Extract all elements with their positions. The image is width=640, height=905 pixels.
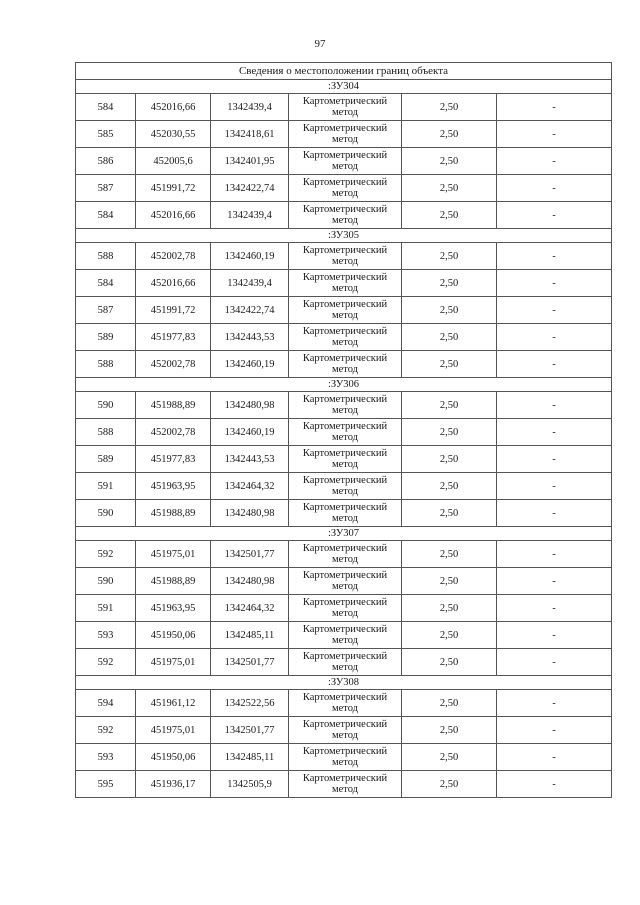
table-row <box>76 500 612 527</box>
method-cell <box>289 595 402 622</box>
point-number-cell: 585 <box>76 121 136 148</box>
y-coordinate-cell: 1342480,98 <box>211 568 289 595</box>
method-cell <box>289 121 402 148</box>
method-line2: метод <box>331 432 359 443</box>
method-line1: Картометрический <box>302 272 388 283</box>
method-line1: Картометрический <box>302 475 388 486</box>
y-coordinate-cell: 1342460,19 <box>211 351 289 378</box>
section-header-row <box>76 527 612 541</box>
method-line1: Картометрический <box>302 773 388 784</box>
table-row <box>76 243 612 270</box>
y-coordinate-cell: 1342480,98 <box>211 392 289 419</box>
y-coordinate-cell: 1342418,61 <box>211 121 289 148</box>
accuracy-cell: 2,50 <box>402 392 497 419</box>
table-row <box>76 622 612 649</box>
table-title: Сведения о местоположении границ объекта <box>76 63 612 80</box>
method-cell <box>289 94 402 121</box>
accuracy-cell: 2,50 <box>402 148 497 175</box>
accuracy-cell: 2,50 <box>402 270 497 297</box>
accuracy-cell: 2,50 <box>402 351 497 378</box>
table-row <box>76 595 612 622</box>
method-line2: метод <box>331 608 359 619</box>
description-cell: - <box>497 419 612 446</box>
point-number-cell: 588 <box>76 351 136 378</box>
accuracy-cell: 2,50 <box>402 94 497 121</box>
table-row <box>76 175 612 202</box>
table-row <box>76 121 612 148</box>
method-line1: Картометрический <box>302 421 388 432</box>
table-row <box>76 717 612 744</box>
x-coordinate-cell: 451936,17 <box>136 771 211 798</box>
method-line1: Картометрический <box>302 177 388 188</box>
y-coordinate-cell: 1342422,74 <box>211 175 289 202</box>
y-coordinate-cell: 1342501,77 <box>211 649 289 676</box>
point-number-cell: 595 <box>76 771 136 798</box>
y-coordinate-cell: 1342460,19 <box>211 419 289 446</box>
description-cell: - <box>497 500 612 527</box>
method-cell <box>289 649 402 676</box>
x-coordinate-cell: 451991,72 <box>136 297 211 324</box>
point-number-cell: 590 <box>76 568 136 595</box>
boundary-coordinates-table <box>75 62 612 798</box>
x-coordinate-cell: 452002,78 <box>136 351 211 378</box>
method-cell <box>289 175 402 202</box>
table-row <box>76 744 612 771</box>
description-cell: - <box>497 94 612 121</box>
description-cell: - <box>497 202 612 229</box>
y-coordinate-cell: 1342485,11 <box>211 744 289 771</box>
y-coordinate-cell: 1342464,32 <box>211 595 289 622</box>
y-coordinate-cell: 1342443,53 <box>211 324 289 351</box>
description-cell: - <box>497 649 612 676</box>
method-line1: Картометрический <box>302 651 388 662</box>
method-line2: метод <box>331 364 359 375</box>
y-coordinate-cell: 1342422,74 <box>211 297 289 324</box>
accuracy-cell: 2,50 <box>402 473 497 500</box>
table-row <box>76 324 612 351</box>
description-cell: - <box>497 270 612 297</box>
x-coordinate-cell: 451950,06 <box>136 744 211 771</box>
y-coordinate-cell: 1342439,4 <box>211 270 289 297</box>
table-row <box>76 446 612 473</box>
description-cell: - <box>497 595 612 622</box>
accuracy-cell: 2,50 <box>402 202 497 229</box>
accuracy-cell: 2,50 <box>402 419 497 446</box>
method-cell <box>289 297 402 324</box>
method-cell <box>289 717 402 744</box>
method-line2: метод <box>331 703 359 714</box>
description-cell: - <box>497 121 612 148</box>
table-row <box>76 568 612 595</box>
method-cell <box>289 771 402 798</box>
x-coordinate-cell: 452002,78 <box>136 243 211 270</box>
section-label: :ЗУ305 <box>76 229 612 243</box>
x-coordinate-cell: 451975,01 <box>136 717 211 744</box>
section-header-row <box>76 378 612 392</box>
description-cell: - <box>497 351 612 378</box>
point-number-cell: 586 <box>76 148 136 175</box>
method-line1: Картометрический <box>302 326 388 337</box>
method-cell <box>289 148 402 175</box>
method-line2: метод <box>331 459 359 470</box>
page-number: 97 <box>314 38 326 50</box>
method-cell <box>289 446 402 473</box>
method-line2: метод <box>331 188 359 199</box>
description-cell: - <box>497 148 612 175</box>
method-line2: метод <box>331 107 359 118</box>
y-coordinate-cell: 1342439,4 <box>211 94 289 121</box>
method-line2: метод <box>331 405 359 416</box>
method-line1: Картометрический <box>302 204 388 215</box>
method-line2: метод <box>331 635 359 646</box>
method-line1: Картометрический <box>302 543 388 554</box>
method-line1: Картометрический <box>302 245 388 256</box>
description-cell: - <box>497 690 612 717</box>
method-line2: метод <box>331 486 359 497</box>
method-line1: Картометрический <box>302 502 388 513</box>
method-line2: метод <box>331 310 359 321</box>
table-row <box>76 297 612 324</box>
y-coordinate-cell: 1342501,77 <box>211 541 289 568</box>
x-coordinate-cell: 452030,55 <box>136 121 211 148</box>
table-row <box>76 351 612 378</box>
accuracy-cell: 2,50 <box>402 595 497 622</box>
method-line2: метод <box>331 662 359 673</box>
point-number-cell: 591 <box>76 595 136 622</box>
table-row <box>76 690 612 717</box>
accuracy-cell: 2,50 <box>402 121 497 148</box>
method-line1: Картометрический <box>302 624 388 635</box>
point-number-cell: 594 <box>76 690 136 717</box>
table-row <box>76 148 612 175</box>
description-cell: - <box>497 324 612 351</box>
point-number-cell: 592 <box>76 649 136 676</box>
y-coordinate-cell: 1342501,77 <box>211 717 289 744</box>
x-coordinate-cell: 451975,01 <box>136 649 211 676</box>
y-coordinate-cell: 1342522,56 <box>211 690 289 717</box>
y-coordinate-cell: 1342464,32 <box>211 473 289 500</box>
method-line1: Картометрический <box>302 353 388 364</box>
table-row <box>76 202 612 229</box>
x-coordinate-cell: 451963,95 <box>136 473 211 500</box>
table-row <box>76 270 612 297</box>
method-line1: Картометрический <box>302 746 388 757</box>
method-line2: метод <box>331 757 359 768</box>
point-number-cell: 589 <box>76 446 136 473</box>
method-cell <box>289 202 402 229</box>
accuracy-cell: 2,50 <box>402 500 497 527</box>
y-coordinate-cell: 1342443,53 <box>211 446 289 473</box>
method-line1: Картометрический <box>302 570 388 581</box>
method-line1: Картометрический <box>302 299 388 310</box>
method-cell <box>289 500 402 527</box>
point-number-cell: 591 <box>76 473 136 500</box>
x-coordinate-cell: 451988,89 <box>136 392 211 419</box>
method-line2: метод <box>331 337 359 348</box>
accuracy-cell: 2,50 <box>402 297 497 324</box>
table-row <box>76 541 612 568</box>
method-cell <box>289 324 402 351</box>
x-coordinate-cell: 452016,66 <box>136 202 211 229</box>
description-cell: - <box>497 392 612 419</box>
method-line1: Картометрический <box>302 692 388 703</box>
description-cell: - <box>497 541 612 568</box>
point-number-cell: 587 <box>76 175 136 202</box>
accuracy-cell: 2,50 <box>402 446 497 473</box>
accuracy-cell: 2,50 <box>402 690 497 717</box>
method-line2: метод <box>331 784 359 795</box>
method-line1: Картометрический <box>302 150 388 161</box>
method-line2: метод <box>331 513 359 524</box>
x-coordinate-cell: 451988,89 <box>136 500 211 527</box>
x-coordinate-cell: 451961,12 <box>136 690 211 717</box>
method-cell <box>289 622 402 649</box>
point-number-cell: 584 <box>76 202 136 229</box>
y-coordinate-cell: 1342505,9 <box>211 771 289 798</box>
method-line1: Картометрический <box>302 394 388 405</box>
method-line2: метод <box>331 134 359 145</box>
method-line2: метод <box>331 256 359 267</box>
method-line1: Картометрический <box>302 96 388 107</box>
description-cell: - <box>497 622 612 649</box>
x-coordinate-cell: 452005,6 <box>136 148 211 175</box>
method-cell <box>289 568 402 595</box>
point-number-cell: 588 <box>76 419 136 446</box>
description-cell: - <box>497 473 612 500</box>
method-line1: Картометрический <box>302 448 388 459</box>
y-coordinate-cell: 1342485,11 <box>211 622 289 649</box>
point-number-cell: 592 <box>76 717 136 744</box>
method-cell <box>289 392 402 419</box>
point-number-cell: 592 <box>76 541 136 568</box>
accuracy-cell: 2,50 <box>402 175 497 202</box>
method-cell <box>289 473 402 500</box>
table-row <box>76 94 612 121</box>
x-coordinate-cell: 451977,83 <box>136 446 211 473</box>
x-coordinate-cell: 451963,95 <box>136 595 211 622</box>
section-header-row <box>76 80 612 94</box>
table-row <box>76 392 612 419</box>
section-label: :ЗУ308 <box>76 676 612 690</box>
section-header-row <box>76 229 612 243</box>
section-label: :ЗУ304 <box>76 80 612 94</box>
accuracy-cell: 2,50 <box>402 744 497 771</box>
description-cell: - <box>497 446 612 473</box>
method-line2: метод <box>331 283 359 294</box>
method-cell <box>289 351 402 378</box>
table-row <box>76 419 612 446</box>
method-line1: Картометрический <box>302 597 388 608</box>
x-coordinate-cell: 452016,66 <box>136 94 211 121</box>
description-cell: - <box>497 771 612 798</box>
description-cell: - <box>497 744 612 771</box>
method-cell <box>289 541 402 568</box>
method-line2: метод <box>331 554 359 565</box>
description-cell: - <box>497 297 612 324</box>
description-cell: - <box>497 243 612 270</box>
point-number-cell: 593 <box>76 744 136 771</box>
table-title-row <box>76 63 612 80</box>
accuracy-cell: 2,50 <box>402 717 497 744</box>
x-coordinate-cell: 451991,72 <box>136 175 211 202</box>
point-number-cell: 589 <box>76 324 136 351</box>
y-coordinate-cell: 1342480,98 <box>211 500 289 527</box>
method-line2: метод <box>331 730 359 741</box>
method-line2: метод <box>331 161 359 172</box>
point-number-cell: 590 <box>76 392 136 419</box>
method-cell <box>289 270 402 297</box>
table-row <box>76 473 612 500</box>
section-header-row <box>76 676 612 690</box>
point-number-cell: 593 <box>76 622 136 649</box>
accuracy-cell: 2,50 <box>402 568 497 595</box>
section-label: :ЗУ307 <box>76 527 612 541</box>
section-label: :ЗУ306 <box>76 378 612 392</box>
method-cell <box>289 690 402 717</box>
method-cell <box>289 419 402 446</box>
point-number-cell: 588 <box>76 243 136 270</box>
x-coordinate-cell: 451950,06 <box>136 622 211 649</box>
method-line2: метод <box>331 581 359 592</box>
description-cell: - <box>497 568 612 595</box>
method-line1: Картометрический <box>302 123 388 134</box>
y-coordinate-cell: 1342460,19 <box>211 243 289 270</box>
accuracy-cell: 2,50 <box>402 324 497 351</box>
point-number-cell: 584 <box>76 94 136 121</box>
method-cell <box>289 243 402 270</box>
description-cell: - <box>497 175 612 202</box>
x-coordinate-cell: 452016,66 <box>136 270 211 297</box>
accuracy-cell: 2,50 <box>402 622 497 649</box>
table-row <box>76 771 612 798</box>
accuracy-cell: 2,50 <box>402 771 497 798</box>
x-coordinate-cell: 451975,01 <box>136 541 211 568</box>
x-coordinate-cell: 452002,78 <box>136 419 211 446</box>
method-cell <box>289 744 402 771</box>
x-coordinate-cell: 451988,89 <box>136 568 211 595</box>
x-coordinate-cell: 451977,83 <box>136 324 211 351</box>
accuracy-cell: 2,50 <box>402 649 497 676</box>
point-number-cell: 584 <box>76 270 136 297</box>
y-coordinate-cell: 1342439,4 <box>211 202 289 229</box>
y-coordinate-cell: 1342401,95 <box>211 148 289 175</box>
point-number-cell: 590 <box>76 500 136 527</box>
point-number-cell: 587 <box>76 297 136 324</box>
method-line2: метод <box>331 215 359 226</box>
accuracy-cell: 2,50 <box>402 541 497 568</box>
method-line1: Картометрический <box>302 719 388 730</box>
description-cell: - <box>497 717 612 744</box>
table-row <box>76 649 612 676</box>
accuracy-cell: 2,50 <box>402 243 497 270</box>
